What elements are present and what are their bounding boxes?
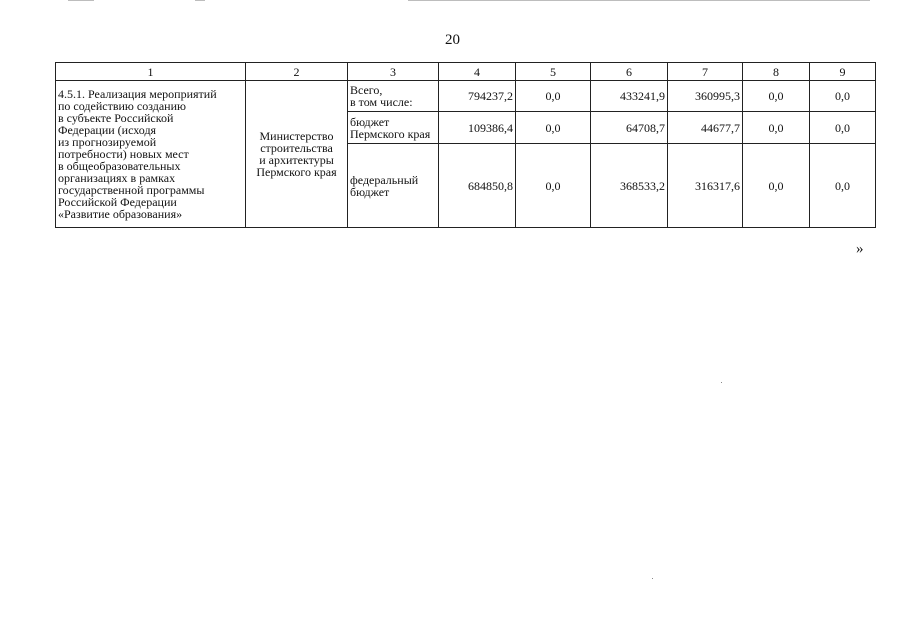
measure-line: в субъекте Российской — [58, 111, 174, 125]
column-header: 4 — [439, 63, 516, 81]
measure-line: Федерации (исходя — [58, 123, 157, 137]
closing-quote-mark: » — [856, 241, 864, 257]
funding-source-cell — [348, 112, 439, 144]
funding-source-cell — [348, 144, 439, 228]
value-cell: 0,0 — [810, 144, 876, 228]
measure-line: «Развитие образования» — [58, 207, 183, 221]
value-cell: 64708,7 — [591, 112, 668, 144]
value-cell: 0,0 — [516, 81, 591, 112]
value-cell: 0,0 — [743, 112, 810, 144]
column-header: 5 — [516, 63, 591, 81]
table-row-total — [56, 81, 876, 112]
column-header: 3 — [348, 63, 439, 81]
source-line: Пермского края — [350, 126, 431, 141]
value-cell: 0,0 — [516, 112, 591, 144]
scan-speck — [721, 382, 722, 383]
measure-description-cell — [56, 81, 246, 228]
source-line: Всего, — [350, 83, 383, 97]
value-cell: 0,0 — [743, 144, 810, 228]
measure-line: Российской Федерации — [58, 195, 177, 209]
executor-cell — [246, 81, 348, 228]
funding-table — [55, 62, 876, 228]
value-cell: 0,0 — [743, 81, 810, 112]
measure-line: из прогнозируемой — [58, 135, 157, 149]
measure-line: государственной программы — [58, 183, 205, 197]
executor-line: и архитектуры — [259, 153, 334, 167]
column-header: 2 — [246, 63, 348, 81]
value-cell: 794237,2 — [439, 81, 516, 112]
value-cell: 0,0 — [810, 112, 876, 144]
source-line: бюджет — [350, 114, 390, 129]
value-cell: 0,0 — [810, 81, 876, 112]
value-cell: 316317,6 — [668, 144, 743, 228]
scan-edge-line-left — [68, 0, 94, 1]
column-header: 9 — [810, 63, 876, 81]
measure-line: 4.5.1. Реализация мероприятий — [58, 87, 217, 101]
source-line: бюджет — [350, 184, 390, 199]
scan-edge-line-right — [408, 0, 870, 1]
value-cell: 0,0 — [516, 144, 591, 228]
column-header: 6 — [591, 63, 668, 81]
column-number-row — [56, 63, 876, 81]
scan-edge-line-mid — [195, 0, 205, 1]
measure-line: организациях в рамках — [58, 171, 176, 185]
column-header: 8 — [743, 63, 810, 81]
value-cell: 433241,9 — [591, 81, 668, 112]
measure-line: по содействию созданию — [58, 99, 186, 113]
measure-line: потребности) новых мест — [58, 147, 189, 161]
executor-line: строительства — [260, 141, 333, 155]
value-cell: 360995,3 — [668, 81, 743, 112]
value-cell: 44677,7 — [668, 112, 743, 144]
value-cell: 368533,2 — [591, 144, 668, 228]
scan-speck — [652, 578, 653, 579]
column-header: 7 — [668, 63, 743, 81]
page-number: 20 — [445, 32, 460, 48]
source-line: федеральный — [350, 172, 419, 187]
executor-line: Пермского края — [256, 165, 337, 179]
column-header: 1 — [56, 63, 246, 81]
source-line: в том числе: — [350, 95, 413, 109]
value-cell: 684850,8 — [439, 144, 516, 228]
executor-line: Министерство — [259, 129, 334, 143]
value-cell: 109386,4 — [439, 112, 516, 144]
funding-source-cell — [348, 81, 439, 112]
measure-line: в общеобразовательных — [58, 159, 181, 173]
